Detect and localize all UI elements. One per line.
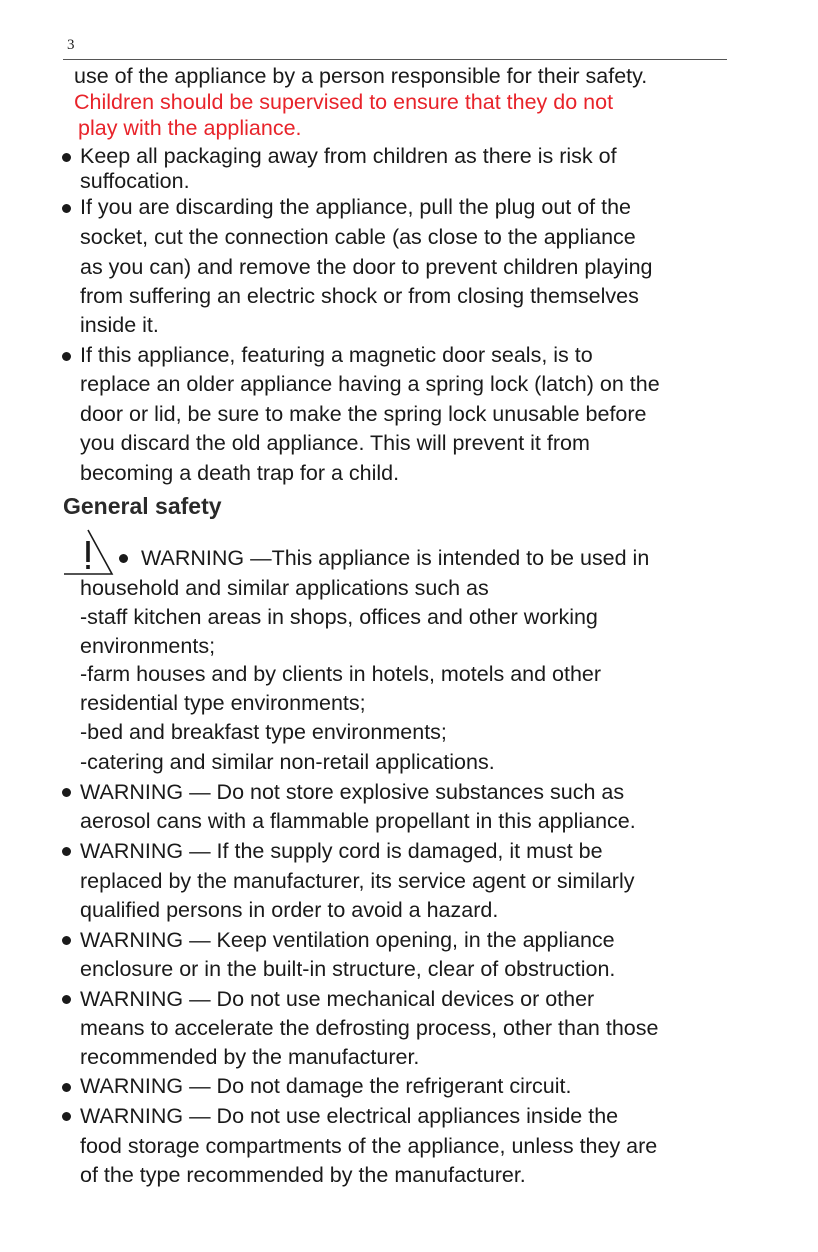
warning-text-line: WARNING — Do not store explosive substances such as — [80, 780, 625, 804]
bullet-text-line: replace an older appliance having a spring lock (latch) on the — [80, 372, 660, 396]
page-number: 3 — [67, 37, 75, 53]
bullet-text-line: door or lid, be sure to make the spring lock unusable before — [80, 402, 647, 426]
warning-text-line: -farm houses and by clients in hotels, motels and other — [80, 662, 602, 686]
bullet-text-line: If this appliance, featuring a magnetic door seals, is to — [80, 343, 593, 367]
warning-text-line: environments; — [80, 634, 216, 658]
bullet-text-line: from suffering an electric shock or from closing themselves — [80, 284, 639, 308]
warning-text-line: WARNING —This appliance is intended to be used in — [141, 546, 650, 570]
warning-text-line: enclosure or in the built-in structure, clear of obstruction. — [80, 957, 616, 981]
intro-red-line: Children should be supervised to ensure that they do not — [74, 90, 614, 114]
warning-text-line: -staff kitchen areas in shops, offices and other working — [80, 605, 598, 629]
warning-text-line: WARNING — If the supply cord is damaged, it must be — [80, 839, 603, 863]
warning-text-line: WARNING — Keep ventilation opening, in the appliance — [80, 928, 615, 952]
warning-text-line: -catering and similar non-retail applications. — [80, 750, 495, 774]
warning-text-line: household and similar applications such as — [80, 576, 489, 600]
warning-text-line: aerosol cans with a flammable propellant in this appliance. — [80, 809, 636, 833]
bullet-dot — [62, 153, 71, 162]
warning-text-line: of the type recommended by the manufacturer. — [80, 1163, 526, 1187]
bullet-text-line: becoming a death trap for a child. — [80, 461, 400, 485]
warning-text-line: residential type environments; — [80, 691, 366, 715]
bullet-dot — [62, 352, 71, 361]
warning-triangle-icon — [62, 528, 114, 576]
bullet-dot — [119, 554, 128, 563]
warning-text-line: qualified persons in order to avoid a hazard. — [80, 898, 499, 922]
section-heading-general-safety: General safety — [63, 493, 222, 519]
bullet-text-line: Keep all packaging away from children as there is risk of — [80, 144, 617, 168]
warning-text-line: food storage compartments of the appliance, unless they are — [80, 1134, 658, 1158]
bullet-dot — [62, 847, 71, 856]
bullet-dot — [62, 788, 71, 797]
warning-text-line: WARNING — Do not use electrical appliances inside the — [80, 1104, 619, 1128]
warning-text-line: recommended by the manufacturer. — [80, 1045, 420, 1069]
intro-red-line: play with the appliance. — [78, 116, 302, 140]
bullet-dot — [62, 204, 71, 213]
warning-text-line: means to accelerate the defrosting process, other than those — [80, 1016, 659, 1040]
header-rule — [63, 59, 727, 60]
bullet-text-line: as you can) and remove the door to prevent children playing — [80, 255, 653, 279]
warning-text-line: WARNING — Do not use mechanical devices or other — [80, 987, 595, 1011]
bullet-dot — [62, 936, 71, 945]
bullet-text-line: you discard the old appliance. This will prevent it from — [80, 431, 590, 455]
bullet-dot — [62, 1083, 71, 1092]
warning-text-line: -bed and breakfast type environments; — [80, 720, 447, 744]
warning-text-line: WARNING — Do not damage the refrigerant circuit. — [80, 1074, 572, 1098]
bullet-text-line: If you are discarding the appliance, pull the plug out of the — [80, 195, 632, 219]
warning-text-line: replaced by the manufacturer, its service agent or similarly — [80, 869, 635, 893]
bullet-dot — [62, 995, 71, 1004]
bullet-text-line: socket, cut the connection cable (as close to the appliance — [80, 225, 636, 249]
bullet-text-line: suffocation. — [80, 169, 190, 193]
bullet-dot — [62, 1112, 71, 1121]
bullet-text-line: inside it. — [80, 313, 159, 337]
intro-line: use of the appliance by a person responsible for their safety. — [74, 64, 648, 88]
